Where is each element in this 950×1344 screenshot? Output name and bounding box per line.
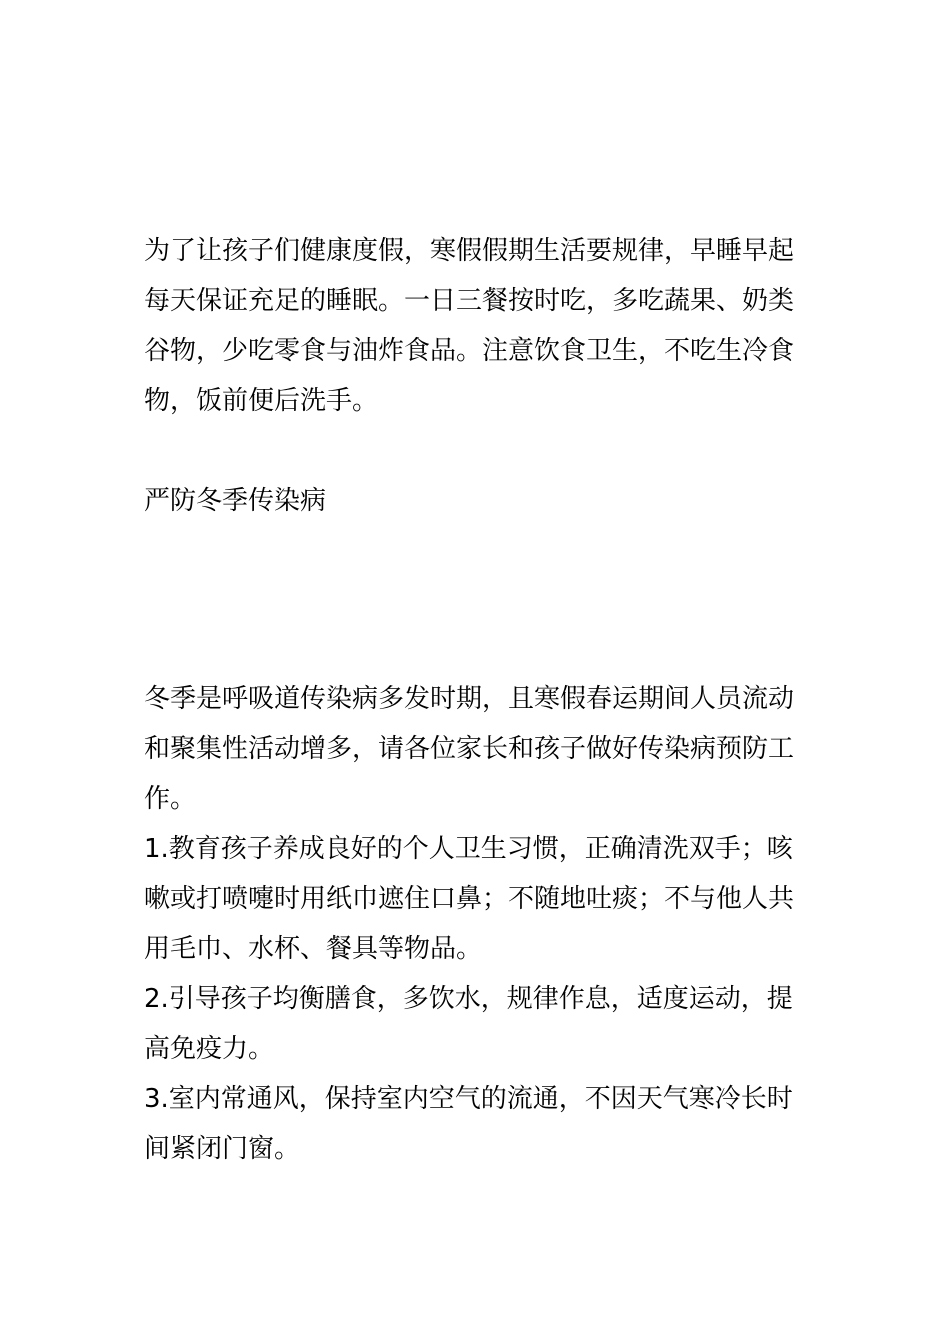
list-item: 1.教育孩子养成良好的个人卫生习惯，正确清洗双手；咳嗽或打喷嚏时用纸巾遮住口鼻；不随地吐痰；不与他人共用毛巾、水杯、餐具等物品。 bbox=[144, 834, 795, 964]
list-item: 2.引导孩子均衡膳食，多饮水，规律作息，适度运动，提高免疫力。 bbox=[144, 984, 793, 1064]
list-item: 3.室内常通风，保持室内空气的流通，不因天气寒冷长时间紧闭门窗。 bbox=[144, 1084, 793, 1164]
prevention-list bbox=[144, 824, 810, 1174]
paragraph-holiday-routine: 为了让孩子们健康度假，寒假假期生活要规律，早睡早起每天保证充足的睡眠。一日三餐按时吃，多吃蔬果、奶类谷物，少吃零食与油炸食品。注意饮食卫生，不吃生冷食物，饭前便后洗手。 bbox=[144, 236, 795, 416]
section-heading: 严防冬季传染病 bbox=[144, 486, 327, 516]
paragraph-disease-prevention: 冬季是呼吸道传染病多发时期，且寒假春运期间人员流动和聚集性活动增多，请各位家长和孩子做好传染病预防工作。 bbox=[144, 684, 795, 814]
